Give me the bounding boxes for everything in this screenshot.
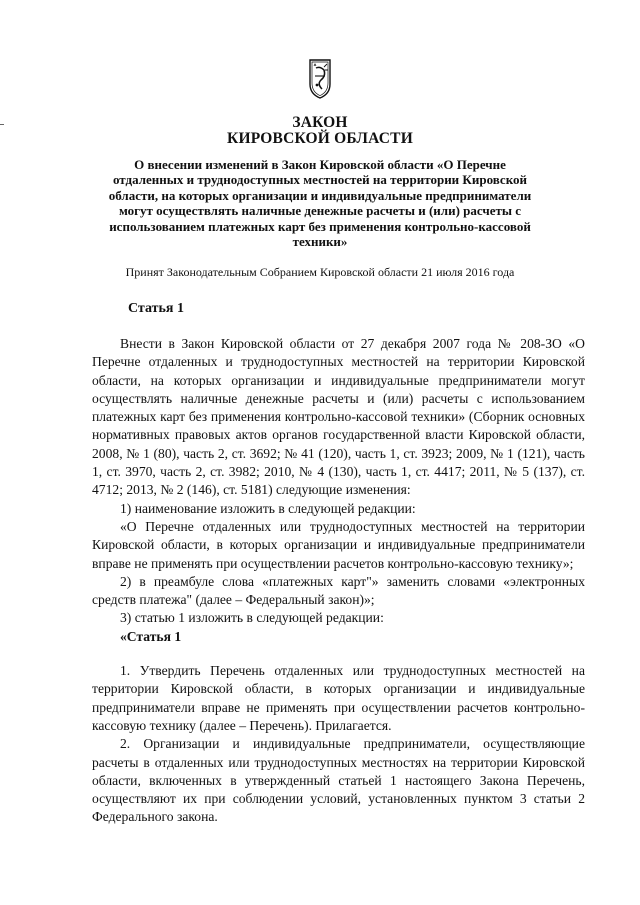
amendment-item-2: 2) в преамбуле слова «платежных карт"» заменить словами «электронных средств платежа" (далее – Федеральный закон)»; xyxy=(92,573,585,608)
article-1-intro: Внести в Закон Кировской области от 27 декабря 2007 года № 208-ЗО «О Перечне отдаленных и труднодоступных местностей на территории Кировской области, на которых организации и индивидуальные предприниматели могут осуществлять наличные денежные расчеты и (или) расчеты с использованием платежных карт без применения контрольно-кассовой техники» (Сборник основных нормативных правовых актов органов государственной власти Кировской области, 2008, № 1 (80), часть 2, ст. 3692; № 41 (120), часть 1, ст. 3923; 2009, № 1 (121), часть 1, ст. 3970, часть 2, ст. 3982; 2010, № 4 (130), часть 1, ст. 4417; 2011, № 5 (137), ст. 4712; 2013, № 2 (146), ст. 5181) следующие изменения: xyxy=(92,336,585,498)
article-1-heading: Статья 1 xyxy=(128,301,184,316)
kirov-coat-of-arms-icon xyxy=(306,58,334,100)
quoted-article-heading: «Статья 1 xyxy=(120,628,182,644)
region-title: КИРОВСКОЙ ОБЛАСТИ xyxy=(227,130,413,147)
article-1-body xyxy=(92,335,585,827)
adoption-note: Принят Законодательным Собранием Кировской области 21 июля 2016 года xyxy=(125,265,515,279)
quoted-point-1: 1. Утвердить Перечень отдаленных или труднодоступных местностей на территории Кировской области, в которых организации и индивидуальные предприниматели вправе не применять при осуществлении расчетов контрольно-кассовую технику (далее – Перечень). Прилагается. xyxy=(92,663,585,733)
amendment-item-1-text: «О Перечне отдаленных или труднодоступных местностей на территории Кировской области, в которых организации и индивидуальные предприниматели вправе не применять при осуществлении расчетов контрольно-кассовую технику»; xyxy=(92,518,585,571)
law-subtitle: О внесении изменений в Закон Кировской области «О Перечне отдаленных и труднодоступных местностей на территории Кировской области, на которых организации и индивидуальные предприниматели могут осуществлять наличные денежные расчеты и (или) расчеты с использованием платежных карт без применения контрольно-кассовой техники» xyxy=(108,157,532,250)
law-title: ЗАКОН xyxy=(292,114,348,131)
quoted-point-2: 2. Организации и индивидуальные предприниматели, осуществляющие расчеты в отдаленных или труднодоступных местностях на территории Кировской области, включенных в утвержденный статьей 1 настоящего Закона Перечень, осуществляют их при соблюдении условий, установленных пунктом 3 статьи 2 Федерального закона. xyxy=(92,736,585,825)
amendment-item-1: 1) наименование изложить в следующей редакции: xyxy=(120,500,416,516)
amendment-item-3: 3) статью 1 изложить в следующей редакции: xyxy=(120,610,384,626)
